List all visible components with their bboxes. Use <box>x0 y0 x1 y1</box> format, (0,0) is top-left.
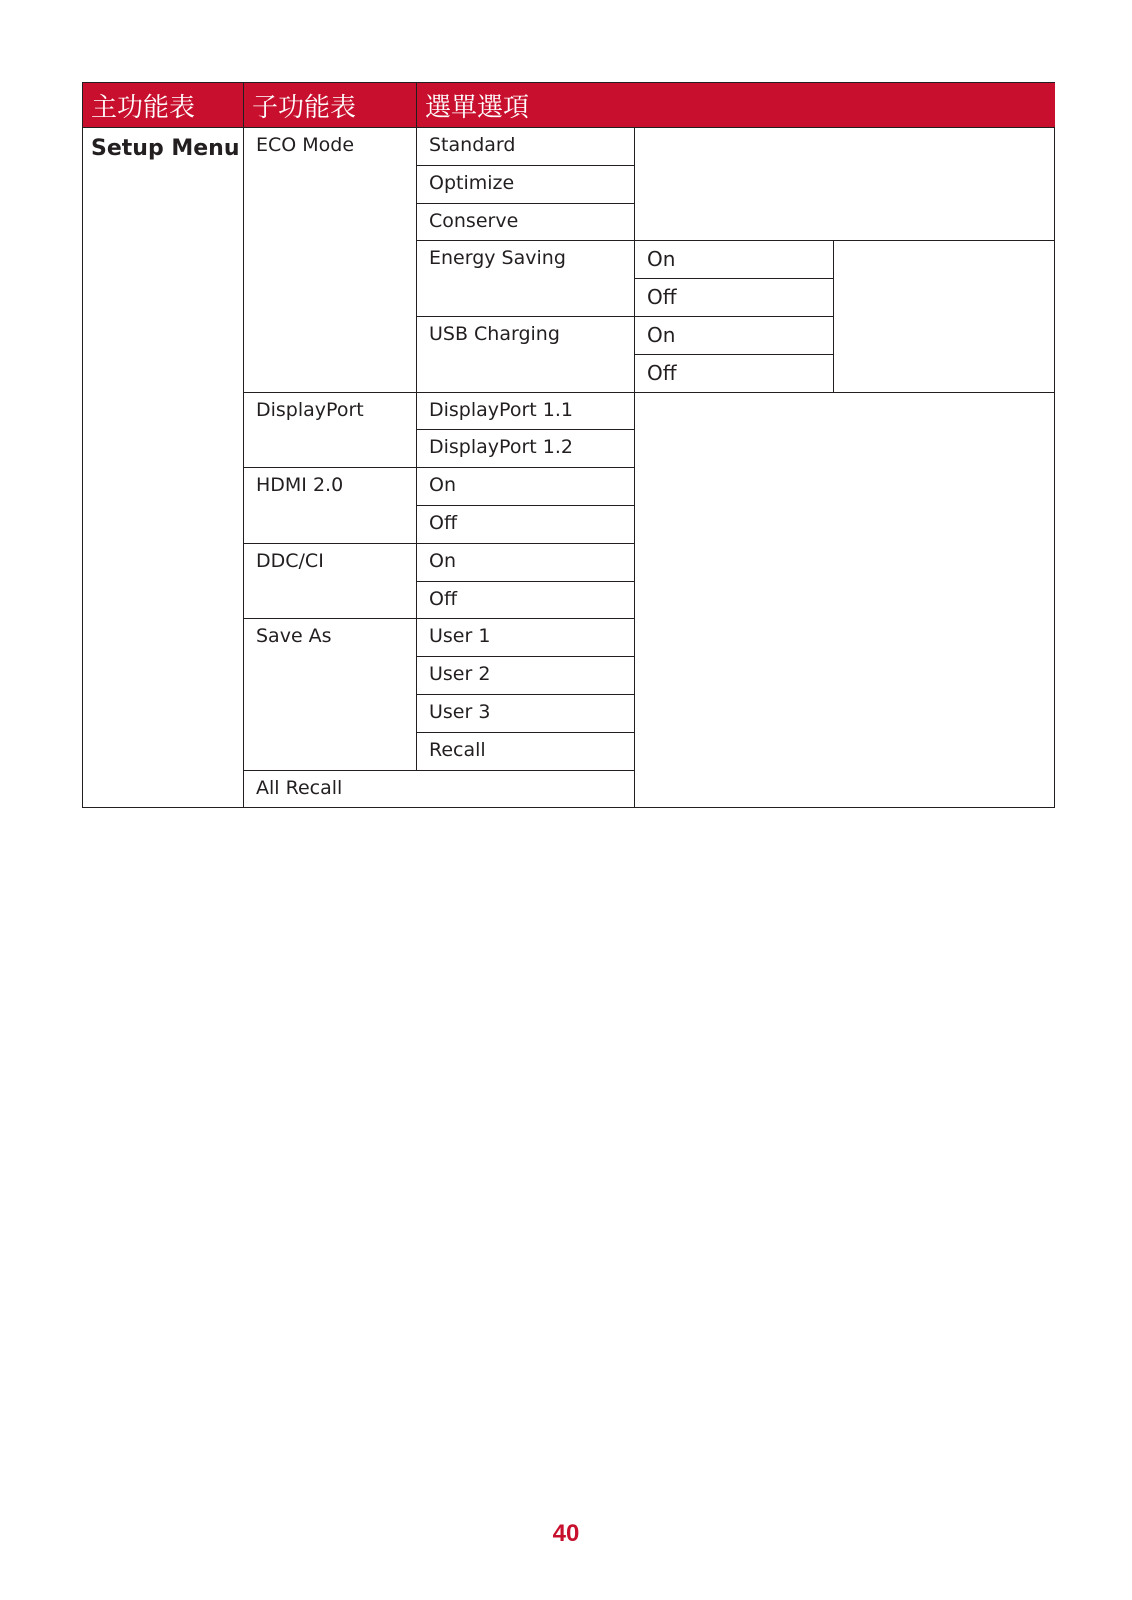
option-standard: Standard <box>429 134 516 156</box>
submenu-cell-eco-mode <box>244 128 417 393</box>
page-number: 40 <box>552 1520 580 1547</box>
option-user-1: User 1 <box>429 625 491 648</box>
table-row <box>83 128 1055 166</box>
option-user-2: User 2 <box>429 663 491 686</box>
option-cell-usb-charging <box>417 316 635 392</box>
option-hdmi-on: On <box>429 474 456 497</box>
submenu-cell-hdmi <box>244 468 417 544</box>
option-cell <box>417 505 635 543</box>
all-recall-label: All Recall <box>256 776 343 799</box>
table-header-row <box>83 83 1055 128</box>
option3-cell <box>635 279 834 317</box>
option-conserve: Conserve <box>429 209 519 232</box>
header-main-menu: 主功能表 <box>83 83 244 128</box>
option-cell <box>417 619 635 657</box>
option-displayport-1-2: DisplayPort 1.2 <box>429 436 573 459</box>
option-cell <box>417 203 635 241</box>
eco-mode-label: ECO Mode <box>256 134 355 156</box>
option-hdmi-off: Off <box>429 511 458 534</box>
option-cell <box>417 732 635 770</box>
header-menu-option: 選單選項 <box>417 83 1055 128</box>
usb-charging-off: Off <box>647 360 677 385</box>
option-displayport-1-1: DisplayPort 1.1 <box>429 398 573 421</box>
option-cell-energy-saving <box>417 241 635 317</box>
option-cell <box>417 128 635 166</box>
empty-cell <box>635 392 1055 808</box>
save-as-label: Save As <box>256 625 332 648</box>
empty-cell <box>635 128 1055 241</box>
option-cell <box>417 430 635 468</box>
submenu-cell-displayport <box>244 392 417 468</box>
option-energy-saving: Energy Saving <box>429 247 566 270</box>
option3-cell <box>635 241 834 279</box>
option-cell <box>417 694 635 732</box>
option-usb-charging: USB Charging <box>429 322 560 345</box>
option-ddc-ci-on: On <box>429 549 456 572</box>
submenu-cell-all-recall <box>244 770 635 808</box>
setup-menu-label: Setup Menu <box>91 136 240 161</box>
option-cell <box>417 543 635 581</box>
submenu-cell-save-as <box>244 619 417 770</box>
option-cell <box>417 581 635 619</box>
usb-charging-on: On <box>647 322 676 347</box>
displayport-label: DisplayPort <box>256 398 364 421</box>
option-cell <box>417 657 635 695</box>
energy-saving-on: On <box>647 247 676 272</box>
energy-saving-off: Off <box>647 285 677 310</box>
option-user-3: User 3 <box>429 700 491 723</box>
menu-table <box>82 82 1055 808</box>
submenu-cell-ddc-ci <box>244 543 417 619</box>
header-sub-menu: 子功能表 <box>244 83 417 128</box>
option-cell <box>417 392 635 430</box>
option-recall: Recall <box>429 738 486 761</box>
option-optimize: Optimize <box>429 171 515 194</box>
main-menu-cell <box>83 128 244 808</box>
empty-cell <box>834 241 1055 392</box>
hdmi-label: HDMI 2.0 <box>256 474 344 497</box>
option-ddc-ci-off: Off <box>429 587 458 610</box>
option-cell <box>417 468 635 506</box>
option3-cell <box>635 354 834 392</box>
option-cell <box>417 165 635 203</box>
option3-cell <box>635 316 834 354</box>
ddc-ci-label: DDC/CI <box>256 549 324 572</box>
